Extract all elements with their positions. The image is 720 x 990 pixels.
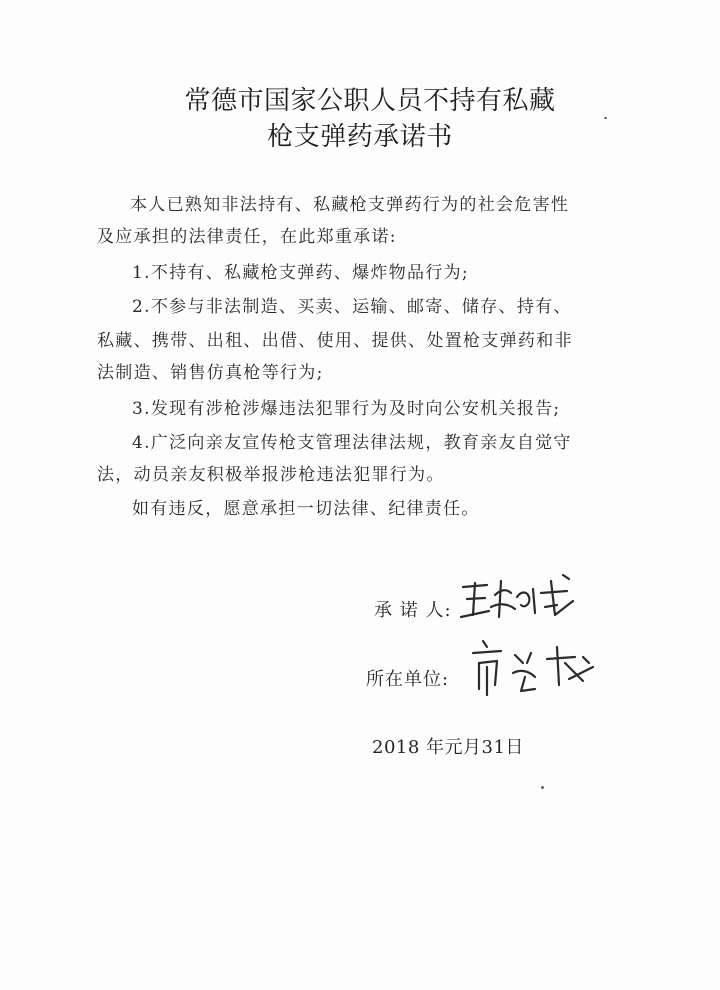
document-title-line1: 常德市国家公职人员不持有私藏 xyxy=(184,86,556,116)
scan-speck xyxy=(604,117,607,119)
commitment-item-2-line2: 私藏、携带、出租、出借、使用、提供、处置枪支弹药和非 xyxy=(97,331,573,351)
promiser-label: 承 诺 人: xyxy=(374,600,452,621)
commitment-item-2-line3: 法制造、销售仿真枪等行为; xyxy=(97,363,324,383)
promiser-signature xyxy=(455,565,585,625)
document-title-line2: 枪支弹药承诺书 xyxy=(267,122,453,152)
commitment-item-3: 3.发现有涉枪涉爆违法犯罪行为及时向公安机关报告; xyxy=(132,399,561,419)
unit-handwriting xyxy=(465,633,605,703)
intro-paragraph-line1: 本人已熟知非法持有、私藏枪支弹药行为的社会危害性 xyxy=(130,195,570,215)
signing-date: 2018 年元月31日 xyxy=(372,737,524,758)
commitment-item-4-line1: 4.广泛向亲友宣传枪支管理法律法规，教育亲友自觉守 xyxy=(132,433,572,453)
intro-paragraph-line2: 及应承担的法律责任，在此郑重承诺: xyxy=(97,227,397,247)
scan-speck xyxy=(541,786,544,789)
commitment-item-4-line2: 法，动员亲友积极举报涉枪违法犯罪行为。 xyxy=(97,465,445,485)
commitment-item-2-line1: 2.不参与非法制造、买卖、运输、邮寄、储存、持有、 xyxy=(132,297,572,317)
commitment-item-1: 1.不持有、私藏枪支弹药、爆炸物品行为; xyxy=(132,263,469,283)
closing-statement: 如有违反，愿意承担一切法律、纪律责任。 xyxy=(132,499,480,519)
unit-label: 所在单位: xyxy=(366,669,450,690)
